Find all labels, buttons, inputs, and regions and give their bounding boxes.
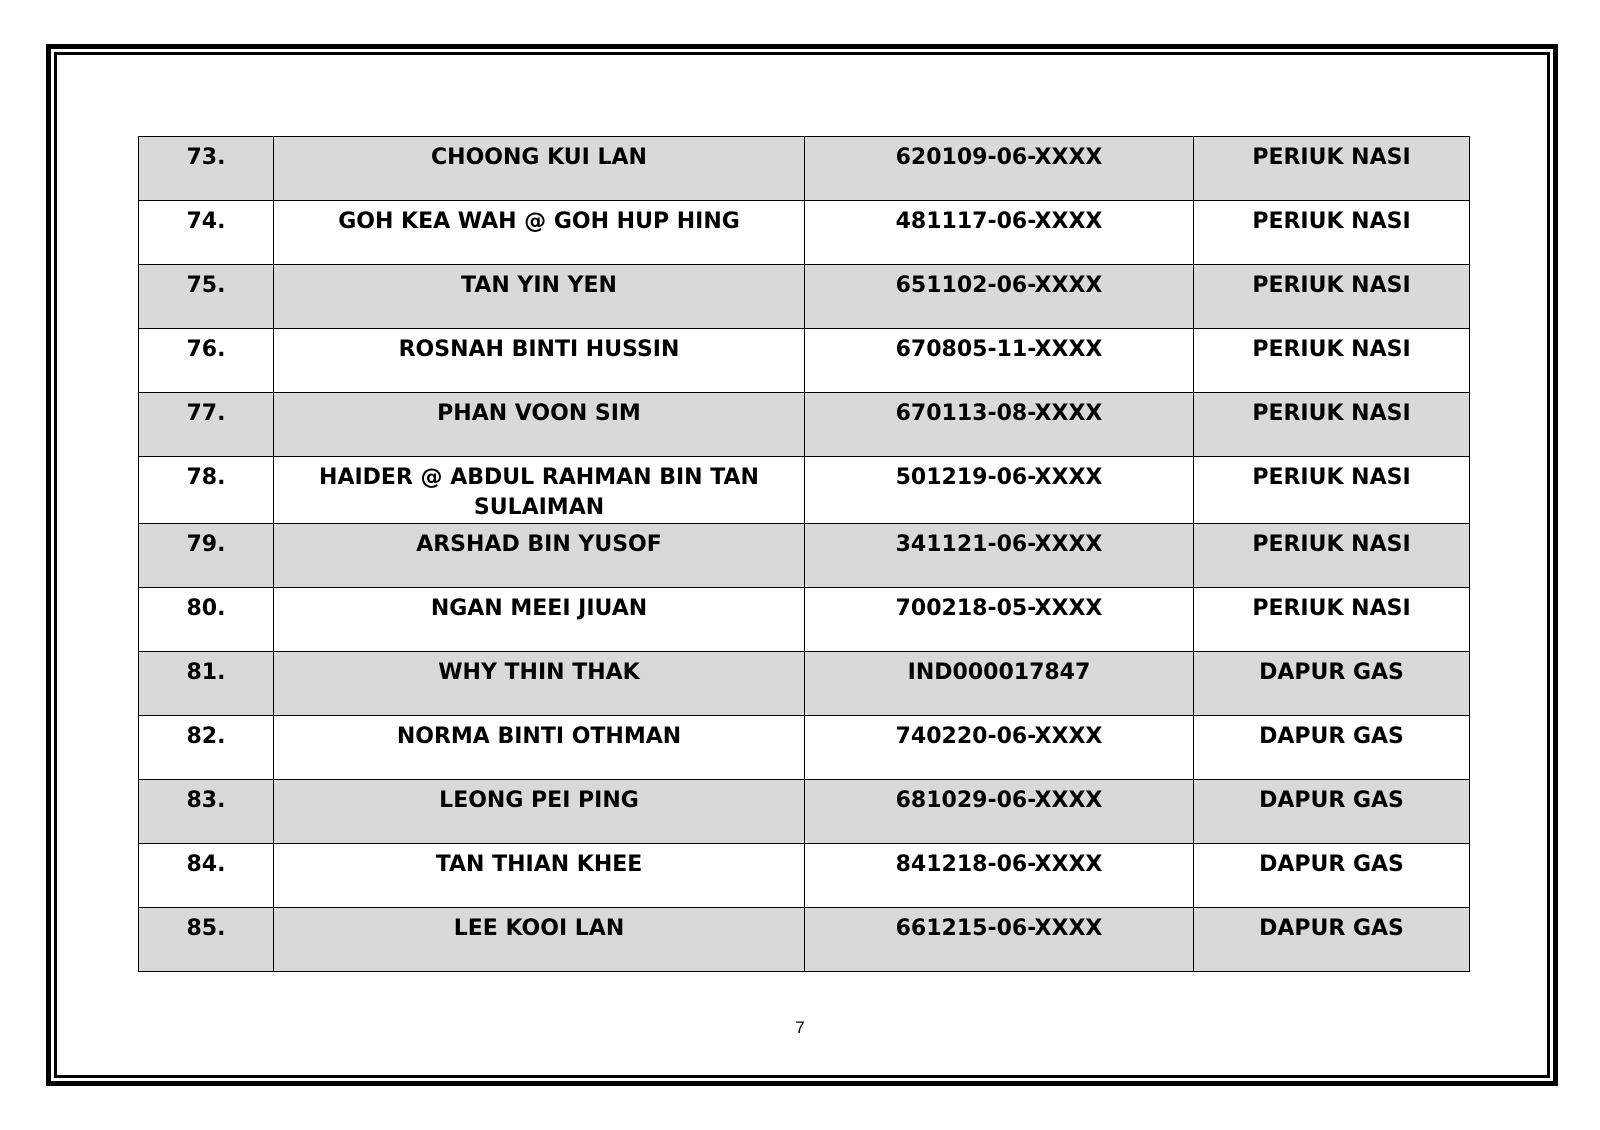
table-row (139, 457, 1470, 524)
records-table-body (139, 137, 1470, 972)
row-number-cell: 77. (139, 393, 274, 457)
item-cell: DAPUR GAS (1194, 780, 1470, 844)
name-cell: GOH KEA WAH @ GOH HUP HING (274, 201, 805, 265)
item-cell: PERIUK NASI (1194, 265, 1470, 329)
id-number-cell: 700218-05-XXXX (805, 588, 1194, 652)
id-number-cell: IND000017847 (805, 652, 1194, 716)
row-number-cell: 81. (139, 652, 274, 716)
row-number-cell: 80. (139, 588, 274, 652)
table-row (139, 588, 1470, 652)
name-cell: NORMA BINTI OTHMAN (274, 716, 805, 780)
id-number-cell: 740220-06-XXXX (805, 716, 1194, 780)
item-cell: PERIUK NASI (1194, 137, 1470, 201)
table-row (139, 329, 1470, 393)
row-number-cell: 84. (139, 844, 274, 908)
name-cell: ROSNAH BINTI HUSSIN (274, 329, 805, 393)
table-row (139, 716, 1470, 780)
table-row (139, 524, 1470, 588)
item-cell: PERIUK NASI (1194, 329, 1470, 393)
row-number-cell: 75. (139, 265, 274, 329)
id-number-cell: 341121-06-XXXX (805, 524, 1194, 588)
row-number-cell: 73. (139, 137, 274, 201)
item-cell: DAPUR GAS (1194, 652, 1470, 716)
name-cell: ARSHAD BIN YUSOF (274, 524, 805, 588)
id-number-cell: 501219-06-XXXX (805, 457, 1194, 524)
name-cell: HAIDER @ ABDUL RAHMAN BIN TAN SULAIMAN (274, 457, 805, 524)
name-cell: NGAN MEEI JIUAN (274, 588, 805, 652)
table-row (139, 780, 1470, 844)
row-number-cell: 83. (139, 780, 274, 844)
item-cell: DAPUR GAS (1194, 908, 1470, 972)
name-cell: WHY THIN THAK (274, 652, 805, 716)
name-cell: TAN YIN YEN (274, 265, 805, 329)
id-number-cell: 651102-06-XXXX (805, 265, 1194, 329)
id-number-cell: 670113-08-XXXX (805, 393, 1194, 457)
row-number-cell: 78. (139, 457, 274, 524)
table-row (139, 652, 1470, 716)
name-cell: LEONG PEI PING (274, 780, 805, 844)
row-number-cell: 85. (139, 908, 274, 972)
id-number-cell: 620109-06-XXXX (805, 137, 1194, 201)
records-table-container (138, 136, 1469, 972)
row-number-cell: 79. (139, 524, 274, 588)
id-number-cell: 661215-06-XXXX (805, 908, 1194, 972)
name-cell: PHAN VOON SIM (274, 393, 805, 457)
records-table (138, 136, 1470, 972)
name-cell: TAN THIAN KHEE (274, 844, 805, 908)
id-number-cell: 670805-11-XXXX (805, 329, 1194, 393)
row-number-cell: 76. (139, 329, 274, 393)
table-row (139, 844, 1470, 908)
name-cell: LEE KOOI LAN (274, 908, 805, 972)
item-cell: DAPUR GAS (1194, 844, 1470, 908)
item-cell: PERIUK NASI (1194, 588, 1470, 652)
id-number-cell: 481117-06-XXXX (805, 201, 1194, 265)
table-row (139, 908, 1470, 972)
page-number: 7 (795, 1018, 805, 1037)
item-cell: PERIUK NASI (1194, 524, 1470, 588)
item-cell: PERIUK NASI (1194, 201, 1470, 265)
item-cell: DAPUR GAS (1194, 716, 1470, 780)
item-cell: PERIUK NASI (1194, 457, 1470, 524)
table-row (139, 393, 1470, 457)
item-cell: PERIUK NASI (1194, 393, 1470, 457)
id-number-cell: 841218-06-XXXX (805, 844, 1194, 908)
table-row (139, 137, 1470, 201)
row-number-cell: 82. (139, 716, 274, 780)
row-number-cell: 74. (139, 201, 274, 265)
table-row (139, 201, 1470, 265)
id-number-cell: 681029-06-XXXX (805, 780, 1194, 844)
table-row (139, 265, 1470, 329)
name-cell: CHOONG KUI LAN (274, 137, 805, 201)
